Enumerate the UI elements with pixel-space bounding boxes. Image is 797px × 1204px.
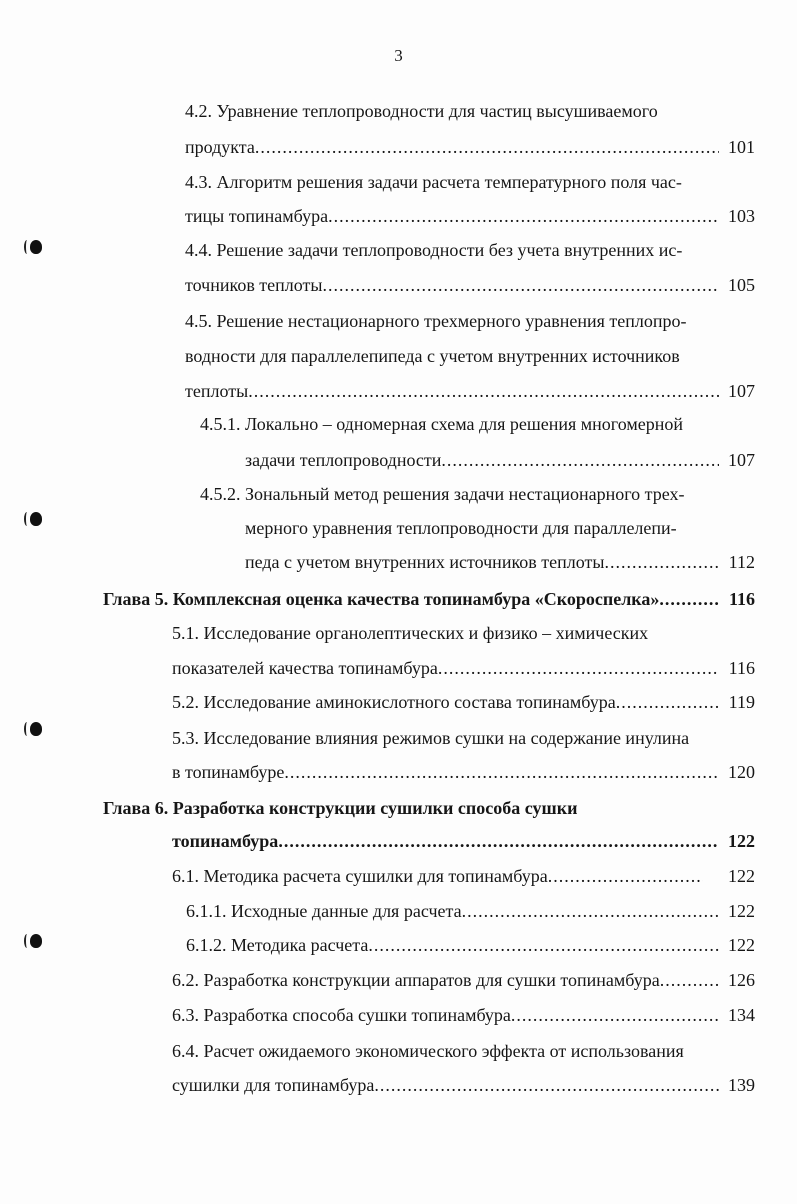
toc-entry-text: 5.2. Исследование аминокислотного состава топинамбура — [172, 692, 616, 712]
toc-entry-4-2[interactable] — [185, 135, 755, 159]
leader-dots — [328, 204, 719, 228]
leader-dots — [604, 550, 719, 574]
toc-entry-6-2[interactable] — [172, 968, 755, 992]
toc-page-number: 103 — [728, 206, 755, 226]
toc-page-number: 105 — [728, 275, 755, 295]
toc-entry-text: сушилки для топинамбура — [172, 1075, 375, 1095]
toc-entry-text: 6.3. Разработка способа сушки топинамбура — [172, 1005, 511, 1025]
toc-entry-5-2[interactable] — [172, 690, 755, 714]
binding-hole-mark — [30, 722, 42, 736]
toc-page-number: 122 — [728, 866, 755, 886]
toc-chapter-6-line1: Глава 6. Разработка конструкции сушилки способа сушки — [103, 798, 578, 818]
toc-entry-6-1[interactable] — [172, 864, 755, 888]
leader-dots — [511, 1003, 719, 1027]
toc-entry-4-5[interactable] — [185, 379, 755, 403]
toc-entry-4-5-1[interactable] — [245, 448, 755, 472]
leader-dots — [462, 899, 719, 923]
leader-dots — [659, 587, 719, 611]
toc-entry-4-5-2-line2: мерного уравнения теплопроводности для параллелепи- — [245, 518, 677, 538]
binding-hole-mark — [30, 240, 42, 254]
toc-entry-text: в топинамбуре — [172, 762, 285, 782]
toc-entry-4-5-2-line1: 4.5.2. Зональный метод решения задачи нестационарного трех- — [200, 484, 685, 504]
toc-entry-text: тицы топинамбура — [185, 206, 329, 226]
toc-entry-4-4[interactable] — [185, 273, 755, 297]
toc-page-number: 122 — [728, 901, 755, 921]
toc-entry-4-5-line1: 4.5. Решение нестационарного трехмерного уравнения теплопро- — [185, 311, 687, 331]
toc-chapter-title: Глава 5. Комплексная оценка качества топинамбура «Скороспелка» — [103, 589, 660, 609]
toc-entry-6-3[interactable] — [172, 1003, 755, 1027]
toc-entry-text: 6.2. Разработка конструкции аппаратов для сушки топинамбура — [172, 970, 660, 990]
leader-dots — [438, 656, 719, 680]
binding-hole-mark — [30, 934, 42, 948]
toc-page-number: 107 — [728, 450, 755, 470]
toc-entry-6-4-line1: 6.4. Расчет ожидаемого экономического эффекта от использования — [172, 1041, 684, 1061]
toc-page-number: 139 — [728, 1075, 755, 1095]
leader-dots — [278, 829, 719, 853]
toc-entry-text: задачи теплопроводности — [245, 450, 442, 470]
toc-entry-5-3-line1: 5.3. Исследование влияния режимов сушки на содержание инулина — [172, 728, 690, 748]
toc-chapter-title: топинамбура — [172, 831, 279, 851]
toc-page-number: 119 — [728, 692, 755, 712]
toc-page-number: 134 — [728, 1005, 755, 1025]
toc-chapter-5[interactable] — [103, 587, 755, 611]
toc-page-number: 122 — [728, 935, 755, 955]
toc-page-number: 120 — [728, 762, 755, 782]
toc-entry-4-3-line1: 4.3. Алгоритм решения задачи расчета температурного поля час- — [185, 172, 682, 192]
toc-entry-4-5-2[interactable] — [245, 550, 755, 574]
toc-entry-4-5-line2: водности для параллелепипеда с учетом внутренних источников — [185, 346, 680, 366]
toc-page-number: 112 — [728, 552, 755, 572]
toc-entry-4-3[interactable] — [185, 204, 755, 228]
toc-page-number: 101 — [728, 137, 755, 157]
leader-dots — [548, 864, 703, 888]
toc-page-number: 116 — [728, 589, 755, 609]
leader-dots — [441, 448, 719, 472]
toc-entry-6-4[interactable] — [172, 1073, 755, 1097]
toc-entry-text: 6.1.2. Методика расчета — [186, 935, 369, 955]
toc-entry-text: теплоты — [185, 381, 249, 401]
toc-entry-6-1-2[interactable] — [186, 933, 755, 957]
toc-page-number: 107 — [728, 381, 755, 401]
leader-dots — [374, 1073, 719, 1097]
leader-dots — [323, 273, 719, 297]
toc-page-number: 126 — [728, 970, 755, 990]
leader-dots — [248, 379, 719, 403]
toc-chapter-6[interactable] — [172, 829, 755, 853]
toc-entry-text: 6.1.1. Исходные данные для расчета — [186, 901, 462, 921]
toc-entry-text: показателей качества топинамбура — [172, 658, 438, 678]
toc-entry-4-2-line1: 4.2. Уравнение теплопроводности для частиц высушиваемого — [185, 101, 658, 121]
leader-dots — [660, 968, 719, 992]
leader-dots — [368, 933, 719, 957]
leader-dots — [255, 135, 719, 159]
toc-entry-5-1[interactable] — [172, 656, 755, 680]
toc-entry-text: точников теплоты — [185, 275, 323, 295]
toc-entry-4-4-line1: 4.4. Решение задачи теплопроводности без учета внутренних ис- — [185, 240, 683, 260]
leader-dots — [284, 760, 719, 784]
toc-entry-text: 6.1. Методика расчета сушилки для топинамбура — [172, 866, 548, 886]
toc-page-number: 116 — [728, 658, 755, 678]
binding-hole-mark — [30, 512, 42, 526]
toc-page-number: 122 — [728, 831, 755, 851]
toc-entry-5-3[interactable] — [172, 760, 755, 784]
toc-entry-text: продукта — [185, 137, 255, 157]
toc-entry-text: педа с учетом внутренних источников теплоты — [245, 552, 605, 572]
page-number: 3 — [394, 46, 403, 65]
leader-dots — [616, 690, 719, 714]
toc-entry-6-1-1[interactable] — [186, 899, 755, 923]
toc-entry-5-1-line1: 5.1. Исследование органолептических и физико – химических — [172, 623, 649, 643]
toc-entry-4-5-1-line1: 4.5.1. Локально – одномерная схема для решения многомерной — [200, 414, 684, 434]
